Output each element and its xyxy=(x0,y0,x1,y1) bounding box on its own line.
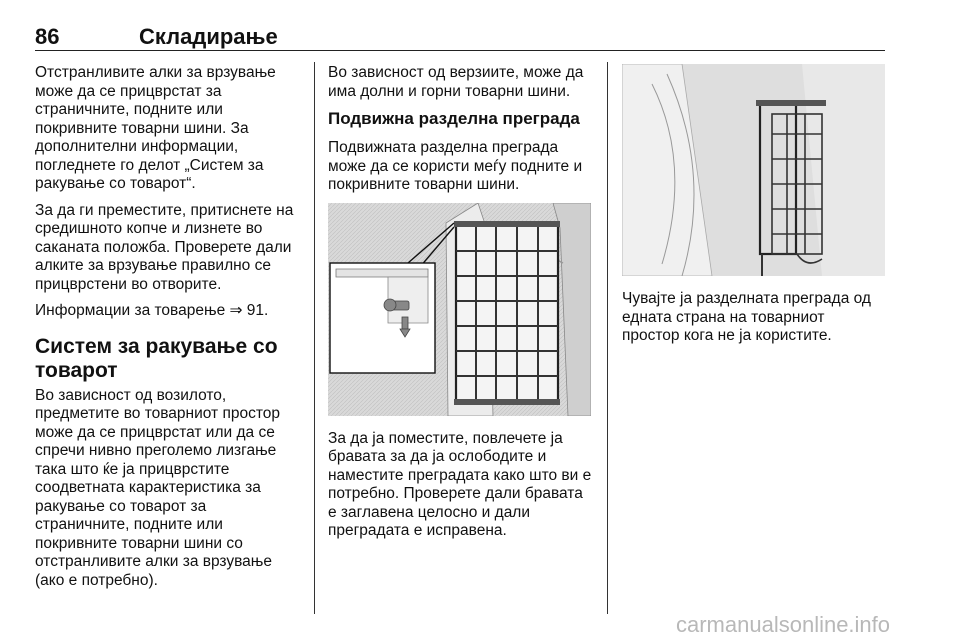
paragraph: Чувајте ја разделната преграда од едната страна на товарниот простор кога не ја користите. xyxy=(622,290,871,344)
paragraph: Во зависност од верзиите, може да има долни и горни товарни шини. xyxy=(328,64,584,100)
section-title: Складирање xyxy=(139,24,278,49)
paragraph: Подвижната разделна преграда може да се користи меѓу подните и покривните товарни шини. xyxy=(328,139,583,193)
column-3 xyxy=(622,64,886,354)
column-1 xyxy=(35,64,300,598)
column-2 xyxy=(328,64,593,549)
cross-reference: Информации за товарење ⇒ 91. xyxy=(35,302,269,319)
page-header xyxy=(35,18,885,52)
section-heading: Систем за ракување со товарот xyxy=(35,334,278,382)
page-number: 86 xyxy=(35,24,60,49)
column-divider-1 xyxy=(314,62,315,614)
paragraph: За да ја поместите, повлечете ја бравата за да ја ослободите и наместите преградата како што ви е потребно. Проверете дали бравата е заглавена целосно и дали преградата е исправена. xyxy=(328,429,592,539)
watermark: carmanualsonline.info xyxy=(676,612,891,637)
stored-partition-illustration xyxy=(622,64,885,276)
paragraph: За да ги преместите, притиснете на средишното копче и лизнете во саканата положба. Проверете дали алките за врзување правилно се прицврстени во отворите. xyxy=(35,201,294,293)
column-divider-2 xyxy=(607,62,608,614)
paragraph: Отстранливите алки за врзување може да се прицврстат за страничните, подните или покривните товарни шини. За дополнителни информации, погледнете го делот „Систем за ракување со товарот“. xyxy=(35,64,276,192)
subsection-heading: Подвижна разделна преграда xyxy=(328,109,580,128)
partition-net-illustration xyxy=(328,203,591,416)
paragraph: Во зависност од возилото, предметите во товарниот простор може да се прицврстат или да се спречи нивно преголемо лизгање така што ќе ја прицврстите соодветната карактеристика за ракување со товарот за страничните, подните или покривните товарни шини со отстранливите алки за врзување (ако е потребно). xyxy=(35,386,280,589)
header-rule xyxy=(35,50,885,51)
